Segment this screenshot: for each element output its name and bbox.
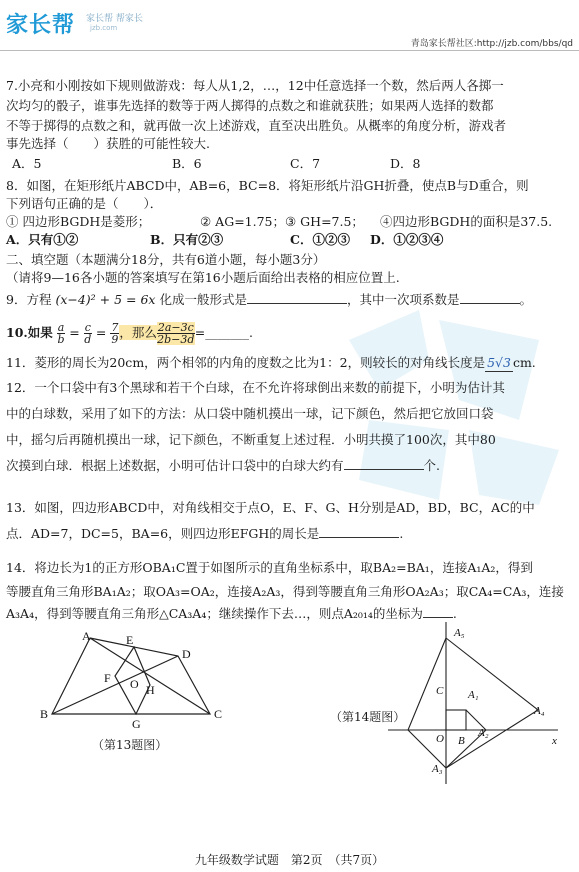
q14-line-3: [6, 606, 573, 622]
q9-blank-1[interactable]: [247, 303, 347, 304]
fig14-label-b: B: [458, 735, 465, 747]
fig14-label-a4: A₄: [534, 705, 545, 717]
section-2-title: 二、填空题（本题满分18分，共有6道小题，每小题3分）: [6, 252, 326, 267]
q13-end: .: [399, 526, 404, 541]
q8-statement-2-3: ② AG=1.75；③ GH=7.5；: [200, 214, 364, 229]
q11-handwritten-answer: 5√3: [487, 355, 511, 370]
q8-line-2: 下列语句正确的是（ ）．: [6, 196, 163, 211]
q9-prefix: 9．方程: [6, 292, 52, 307]
figure-13-quadrilateral: [38, 628, 228, 738]
q10-line: 10.如果 $\frac{a}{b}$ = $\frac{c}{d}$ = $\frac{7}{9}$ ，那么 $\frac{2a-3c}{2b-3d}$ =_______.: [6, 321, 253, 346]
q7-line-3: 不等于掷得的点数之和，就再做一次上述游戏，直至决出胜负。从概率的角度分析，游戏者: [6, 118, 507, 133]
q8-option-b: B．只有②③: [150, 232, 224, 247]
q8-option-a: A．只有①②: [6, 232, 79, 247]
q12-line-2: 中的白球数，采用了如下的方法：从口袋中随机摸出一球，记下颜色，然后把它放回口袋: [6, 406, 494, 421]
q10-fraction-1: $\frac{a}{b}$: [57, 321, 65, 346]
fig13-label-d: D: [182, 647, 191, 661]
fig13-label-f: F: [104, 671, 111, 685]
fig13-label-c: C: [214, 707, 223, 721]
q8-option-d: D．①②③④: [370, 232, 444, 247]
q9-text: 化成一般形式是: [159, 292, 247, 307]
q11-line: [6, 355, 573, 372]
q13-blank[interactable]: [319, 537, 399, 538]
q7-option-d: D．8: [390, 156, 421, 171]
q11-text: 11．菱形的周长为20cm，两个相邻的内角的度数之比为1：2，则较长的对角线长度是: [6, 355, 486, 370]
fig13-label-e: E: [126, 633, 134, 647]
q14-text: A₃A₄，得到等腰直角三角形△CA₃A₄；继续操作下去…，则点A₂₀₁₄的坐标为: [6, 606, 423, 621]
fig13-label-a: A: [82, 629, 91, 643]
site-slogan: 家长帮 帮家长: [86, 14, 143, 24]
q10-text: ，那么: [119, 325, 157, 340]
q13-line-2: [6, 526, 573, 542]
fig14-label-x: x: [552, 735, 557, 747]
fig14-label-a1: A₁: [468, 689, 479, 701]
q14-line-2: 等腰直角三角形BA₁A₂；取OA₃=OA₂，连接A₂A₃，得到等腰直角三角形OA₂A₃；取CA₄=CA₃，连接: [6, 584, 564, 599]
q9-text-2: ，其中一次项系数是: [346, 292, 460, 307]
q9-line: [6, 292, 573, 308]
q12-line-3: 中，摇匀后再随机摸出一球，记下颜色，不断重复上述过程．小明共摸了100次，其中80: [6, 432, 496, 447]
fig14-label-o: O: [436, 733, 444, 745]
q8-statement-4: ④四边形BGDH的面积是37.5.: [380, 214, 553, 229]
q14-end: .: [452, 606, 457, 621]
q12-blank[interactable]: [344, 469, 424, 470]
fig14-label-c: C: [436, 685, 444, 697]
section-2-note: （请将9—16各小题的答案填写在第16小题后面给出表格的相应位置上.: [6, 270, 400, 285]
figure-14-coordinate-system: [388, 622, 568, 792]
q10-fraction-3: $\frac{7}{9}$: [111, 321, 119, 346]
q7-option-c: C．7: [290, 156, 321, 171]
fig14-label-a2: A₂: [478, 727, 489, 739]
q13-line-1: 13．如图，四边形ABCD中，对角线相交于点O，E、F、G、H分别是AD，BD，BC，AC的中: [6, 500, 535, 515]
fig13-label-g: G: [132, 717, 141, 731]
page-footer: 九年级数学试题 第2页 （共7页）: [194, 853, 385, 867]
fig14-label-a5: A₅: [454, 627, 465, 639]
figure-14-caption: （第14题图）: [330, 710, 406, 724]
q7-line-2: 次均匀的骰子，谁事先选择的数等于两人掷得的点数之和谁就获胜；如果两人选择的数都: [6, 98, 494, 113]
q10-prefix: 10.如果: [6, 325, 53, 340]
q7-line-4: 事先选择（ ）获胜的可能性较大.: [6, 136, 210, 151]
q7-option-b: B．6: [172, 156, 202, 171]
fig13-label-h: H: [146, 683, 155, 697]
q10-fraction-2: $\frac{c}{d}$: [84, 321, 92, 346]
q10-fraction-4: $\frac{2a-3c}{2b-3d}$: [157, 321, 195, 346]
figure-13-caption: （第13题图）: [92, 738, 168, 752]
q12-end: 个.: [423, 458, 440, 473]
fig13-label-b: B: [40, 707, 49, 721]
q10-end: =_______.: [194, 325, 253, 340]
q9-blank-2[interactable]: [460, 303, 520, 304]
header-link-text: 青岛家长帮社区:http://jzb.com/bbs/qd: [410, 39, 573, 49]
header-divider: [0, 50, 579, 51]
q11-unit: cm.: [512, 355, 536, 370]
q8-option-c: C．①②③: [290, 232, 350, 247]
q12-line-4: [6, 458, 573, 474]
site-logo: 家长帮: [6, 13, 76, 38]
q8-statement-1: ① 四边形BGDH是菱形；: [6, 214, 151, 229]
q14-line-1: 14．将边长为1的正方形OBA₁C置于如图所示的直角坐标系中，取BA₂=BA₁，连接A₁A₂，得到: [6, 560, 533, 575]
q12-text: 次摸到白球．根据上述数据，小明可估计口袋中的白球大约有: [6, 458, 344, 473]
q8-line-1: 8．如图，在矩形纸片ABCD中，AB=6，BC=8．将矩形纸片沿GH折叠，使点B与D重合，则: [6, 178, 529, 193]
q7-option-a: A．5: [12, 156, 42, 171]
fig14-label-a3: A₃: [432, 763, 443, 775]
site-domain: jzb.com: [90, 24, 118, 32]
q9-equation: (x−4)² + 5 = 6x: [55, 292, 156, 307]
fig13-label-o: O: [130, 677, 139, 691]
q9-end: 。: [519, 292, 533, 307]
q14-blank[interactable]: [423, 617, 453, 618]
q7-line-1: 7.小亮和小刚按如下规则做游戏：每人从1,2，…，12中任意选择一个数，然后两人各掷一: [6, 78, 504, 93]
q13-text: 点．AD=7，DC=5，BA=6，则四边形EFGH的周长是: [6, 526, 320, 541]
q12-line-1: 12．一个口袋中有3个黑球和若干个白球，在不允许将球倒出来数的前提下，小明为估计其: [6, 380, 505, 395]
